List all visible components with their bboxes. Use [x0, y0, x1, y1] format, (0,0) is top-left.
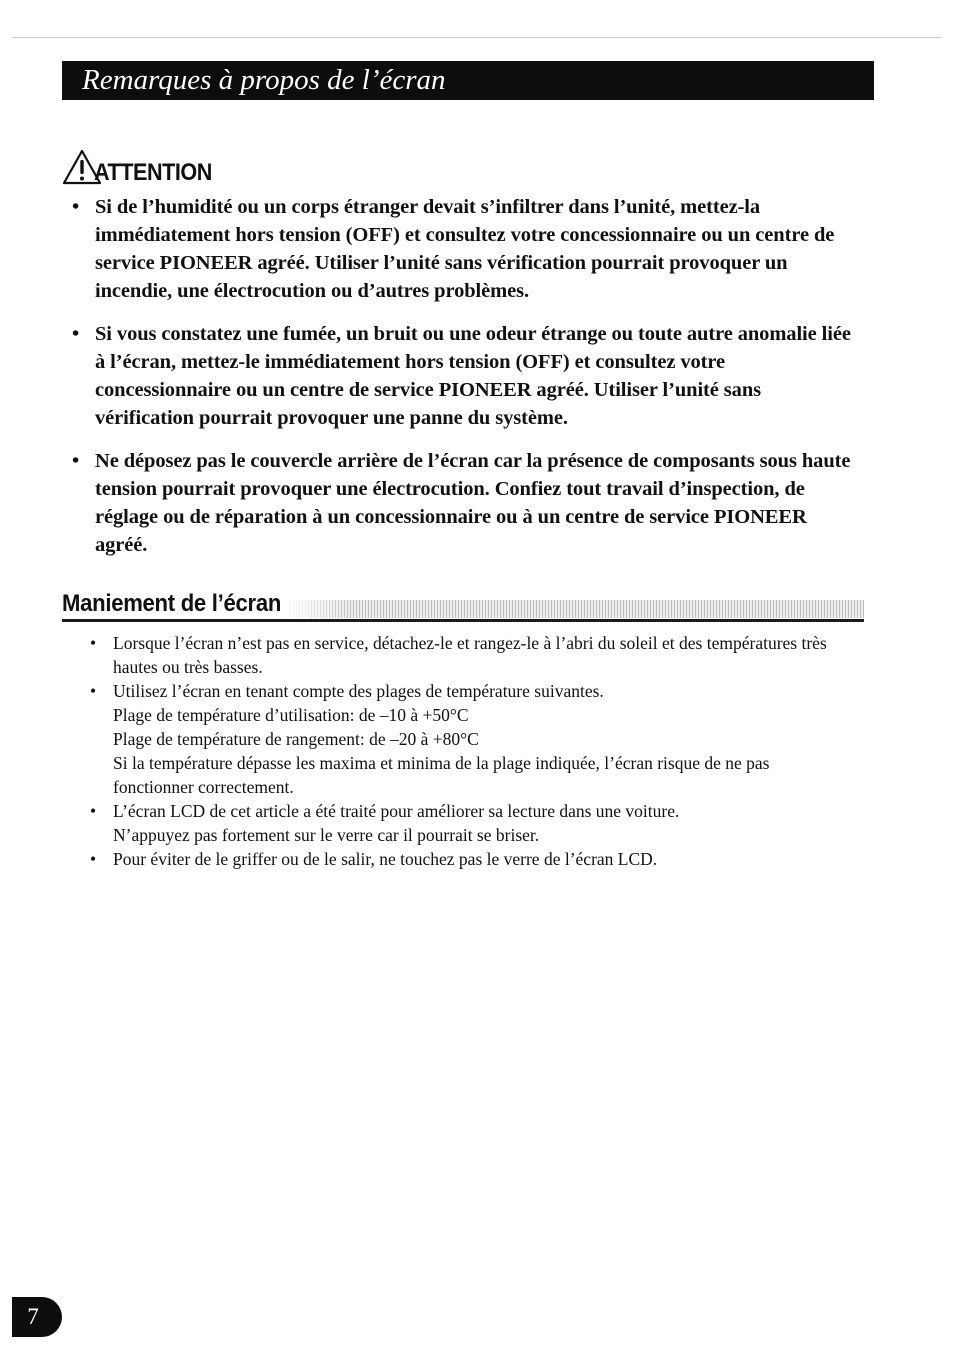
caution-item: • Si vous constatez une fumée, un bruit ou une odeur étrange ou toute autre anomalie liée à l’écran, mettez-le immédiatement hors tension (OFF) et consultez votre concessionnaire ou un centre de service PIONEER agréé. Utiliser l’unité sans vérification pourrait provoquer une panne du système.: [62, 320, 852, 432]
attention-label: ATTENTION: [94, 159, 212, 186]
title-bar: [62, 61, 874, 100]
section-heading: [62, 590, 864, 622]
attention-heading: [62, 145, 225, 185]
caution-list: [62, 193, 852, 574]
section-title: Maniement de l’écran: [62, 590, 282, 617]
note-text: • Utilisez l’écran en tenant compte des plages de température suivantes.: [113, 681, 604, 701]
note-subline: Plage de température d’utilisation: de –10 à +50°C: [113, 705, 469, 725]
note-text: • Lorsque l’écran n’est pas en service, détachez-le et rangez-le à l’abri du soleil et des températures très hautes ou très basses.: [113, 633, 827, 677]
caution-item: • Ne déposez pas le couvercle arrière de l’écran car la présence de composants sous haute tension pourrait provoquer une électrocution. Confiez tout travail d’inspection, de réglage ou de réparation à un concessionnaire ou à un centre de service PIONEER agréé.: [62, 447, 852, 559]
list-item: [90, 799, 830, 847]
top-rule: [12, 37, 942, 38]
note-subline: Si la température dépasse les maxima et minima de la plage indiquée, l’écran risque de ne pas fonctionner correctement.: [113, 753, 770, 797]
note-subline: Plage de température de rangement: de –20 à +80°C: [113, 729, 479, 749]
list-item: [90, 631, 830, 679]
note-subline: N’appuyez pas fortement sur le verre car il pourrait se briser.: [113, 825, 540, 845]
handling-notes-list: [90, 631, 830, 871]
page-number: 7: [27, 1304, 39, 1329]
caution-item: • Si de l’humidité ou un corps étranger devait s’infiltrer dans l’unité, mettez-la immédiatement hors tension (OFF) et consultez votre concessionnaire ou un centre de service PIONEER agréé. Utiliser l’unité sans vérification pourrait provoquer un incendie, une électrocution ou d’autres problèmes.: [62, 193, 852, 305]
note-text: • Pour éviter de le griffer ou de le salir, ne touchez pas le verre de l’écran LCD.: [113, 849, 658, 869]
note-text: • L’écran LCD de cet article a été traité pour améliorer sa lecture dans une voiture.: [113, 801, 680, 821]
page-number-tab: [12, 1297, 62, 1337]
page-title: Remarques à propos de l’écran: [82, 64, 446, 96]
list-item: [90, 679, 830, 799]
list-item: [90, 847, 830, 871]
